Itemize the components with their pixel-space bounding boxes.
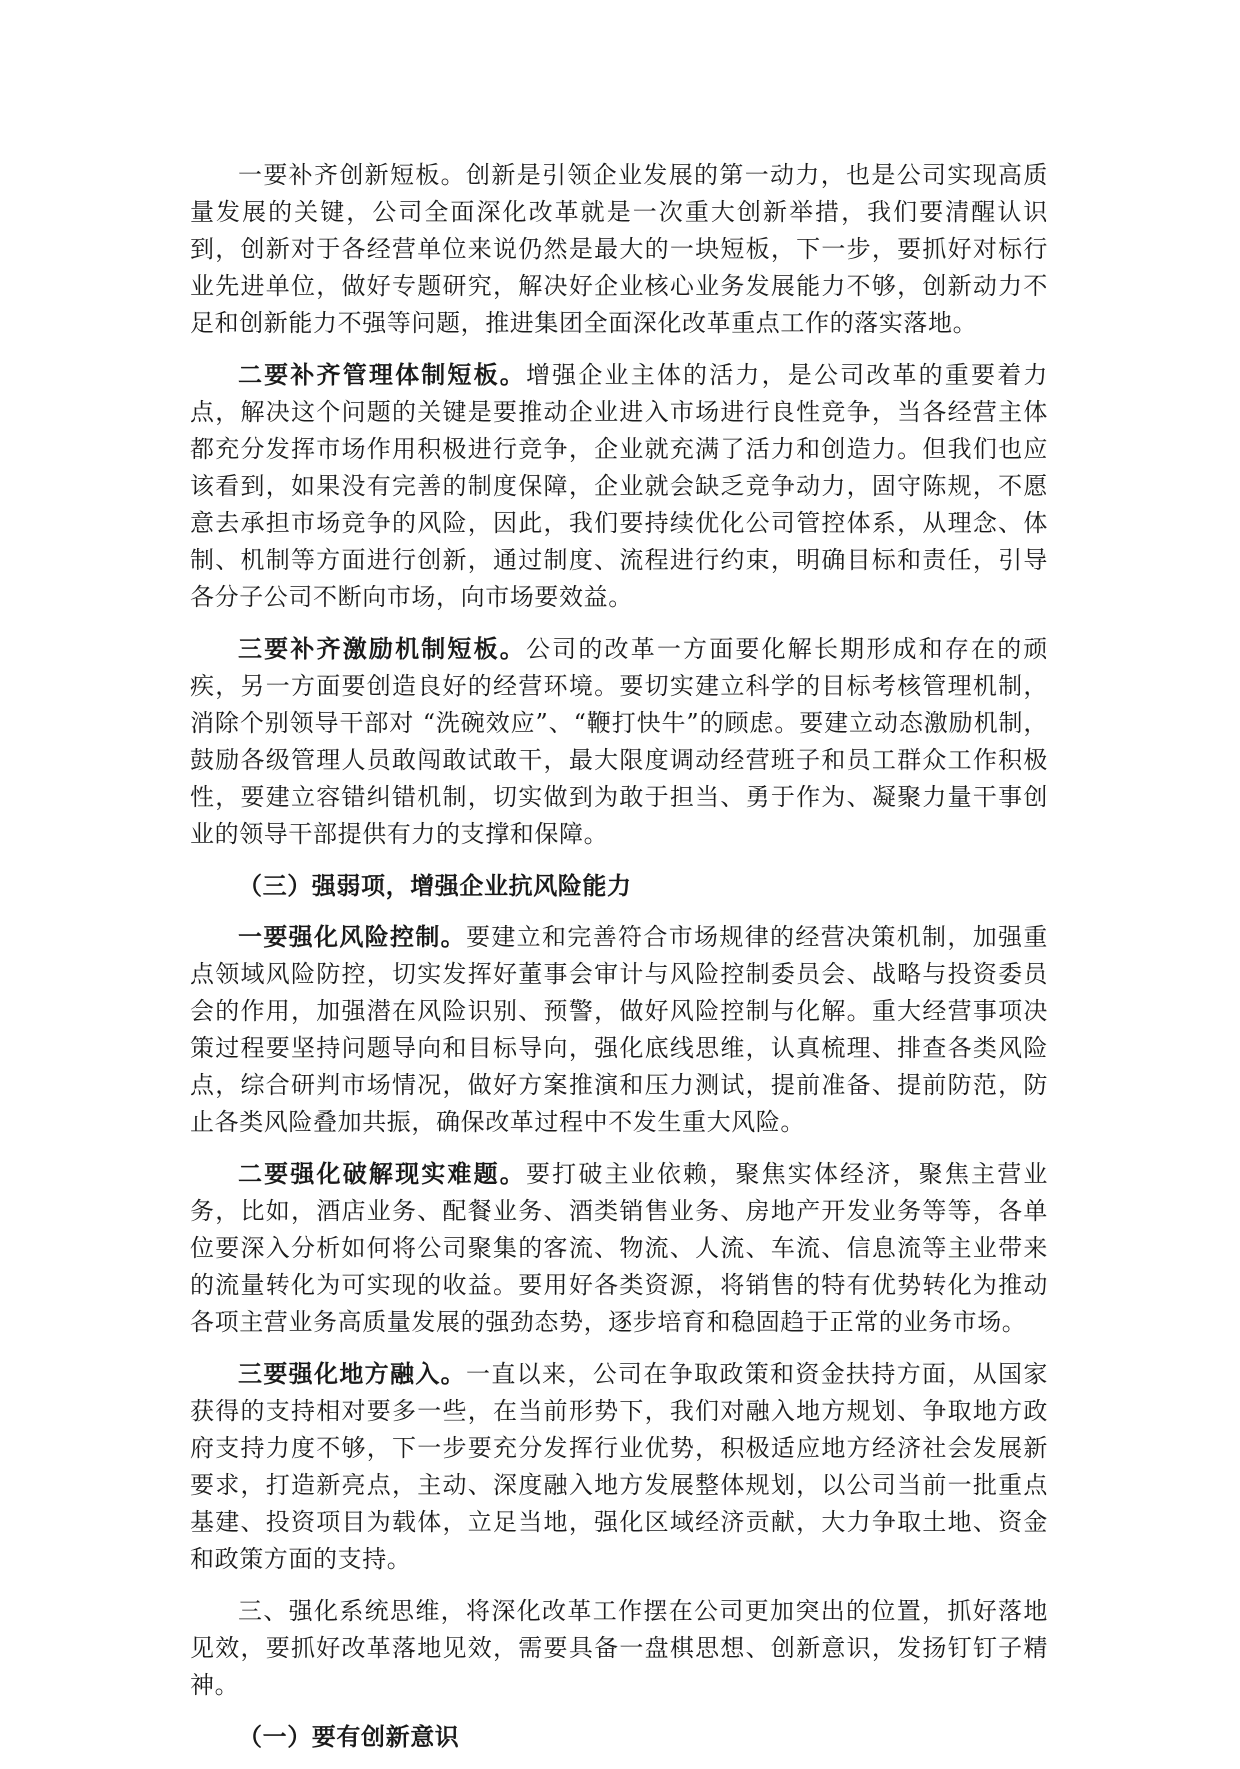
paragraph-body: 公司的改革一方面要化解长期形成和存在的顽疾，另一方面要创造良好的经营环境。要切实建立科学的目标考核管理机制，消除个别领导干部对 “洗碗效应”、“鞭打快牛”的顾虑。要建立动态激励机制，鼓励各级管理人员敢闯敢试敢干，最大限度调动经营班子和员工群众工作积极性，要建立容错纠错机制，切实做到为敢于担当、勇于作为、凝聚力量干事创业的领导干部提供有力的支撑和保障。 <box>190 635 1048 848</box>
paragraph-body: 要打破主业依赖，聚焦实体经济，聚焦主营业务，比如，酒店业务、配餐业务、酒类销售业务、房地产开发业务等等，各单位要深入分析如何将公司聚集的客流、物流、人流、车流、信息流等主业带来的流量转化为可实现的收益。要用好各类资源，将销售的特有优势转化为推动各项主营业务高质量发展的强劲态势，逐步培育和稳固趋于正常的业务市场。 <box>190 1160 1048 1336</box>
paragraph-body: 增强企业主体的活力，是公司改革的重要着力点，解决这个问题的关键是要推动企业进入市场进行良性竞争，当各经营主体都充分发挥市场作用积极进行竞争，企业就充满了活力和创造力。但我们也应该看到，如果没有完善的制度保障，企业就会缺乏竞争动力，固守陈规，不愿意去承担市场竞争的风险，因此，我们要持续优化公司管控体系，从理念、体制、机制等方面进行创新，通过制度、流程进行约束，明确目标和责任，引导各分子公司不断向市场，向市场要效益。 <box>190 361 1048 611</box>
paragraph-body: 一要补齐创新短板。创新是引领企业发展的第一动力，也是公司实现高质量发展的关键，公司全面深化改革就是一次重大创新举措，我们要清醒认识到，创新对于各经营单位来说仍然是最大的一块短板，下一步，要抓好对标行业先进单位，做好专题研究，解决好企业核心业务发展能力不够，创新动力不足和创新能力不强等问题，推进集团全面深化改革重点工作的落实落地。 <box>190 161 1048 337</box>
section-heading-risk: （三）强弱项，增强企业抗风险能力 <box>238 871 632 900</box>
paragraph-practical-problems <box>190 1155 1048 1341</box>
paragraph-local-integration <box>190 1355 1048 1578</box>
paragraph-body: 一直以来，公司在争取政策和资金扶持方面，从国家获得的支持相对要多一些，在当前形势下，我们对融入地方规划、争取地方政府支持力度不够，下一步要充分发挥行业优势，积极适应地方经济社会发展新要求，打造新亮点，主动、深度融入地方发展整体规划，以公司当前一批重点基建、投资项目为载体，立足当地，强化区域经济贡献，大力争取土地、资金和政策方面的支持。 <box>190 1360 1048 1573</box>
paragraph-lead: 三要补齐激励机制短板。 <box>238 634 526 663</box>
paragraph-body: 要建立和完善符合市场规律的经营决策机制，加强重点领域风险防控，切实发挥好董事会审计与风险控制委员会、战略与投资委员会的作用，加强潜在风险识别、预警，做好风险控制与化解。重大经营事项决策过程要坚持问题导向和目标导向，强化底线思维，认真梳理、排查各类风险点，综合研判市场情况，做好方案推演和压力测试，提前准备、提前防范，防止各类风险叠加共振，确保改革过程中不发生重大风险。 <box>190 923 1048 1136</box>
paragraph-body: 三、强化系统思维，将深化改革工作摆在公司更加突出的位置，抓好落地见效，要抓好改革落地见效，需要具备一盘棋思想、创新意识，发扬钉钉子精神。 <box>190 1597 1048 1699</box>
paragraph-systems-thinking <box>190 1592 1048 1704</box>
paragraph-lead: 三要强化地方融入。 <box>238 1359 467 1388</box>
paragraph-lead: 二要强化破解现实难题。 <box>238 1159 526 1188</box>
document-page <box>190 156 1048 1769</box>
section-heading-innovation-awareness: （一）要有创新意识 <box>238 1722 460 1751</box>
paragraph-innovation-shortfall <box>190 156 1048 342</box>
paragraph-incentive-mechanism <box>190 630 1048 853</box>
paragraph-management-system <box>190 356 1048 616</box>
paragraph-lead: 二要补齐管理体制短板。 <box>238 360 526 389</box>
paragraph-lead: 一要强化风险控制。 <box>238 922 467 951</box>
paragraph-risk-control <box>190 918 1048 1141</box>
